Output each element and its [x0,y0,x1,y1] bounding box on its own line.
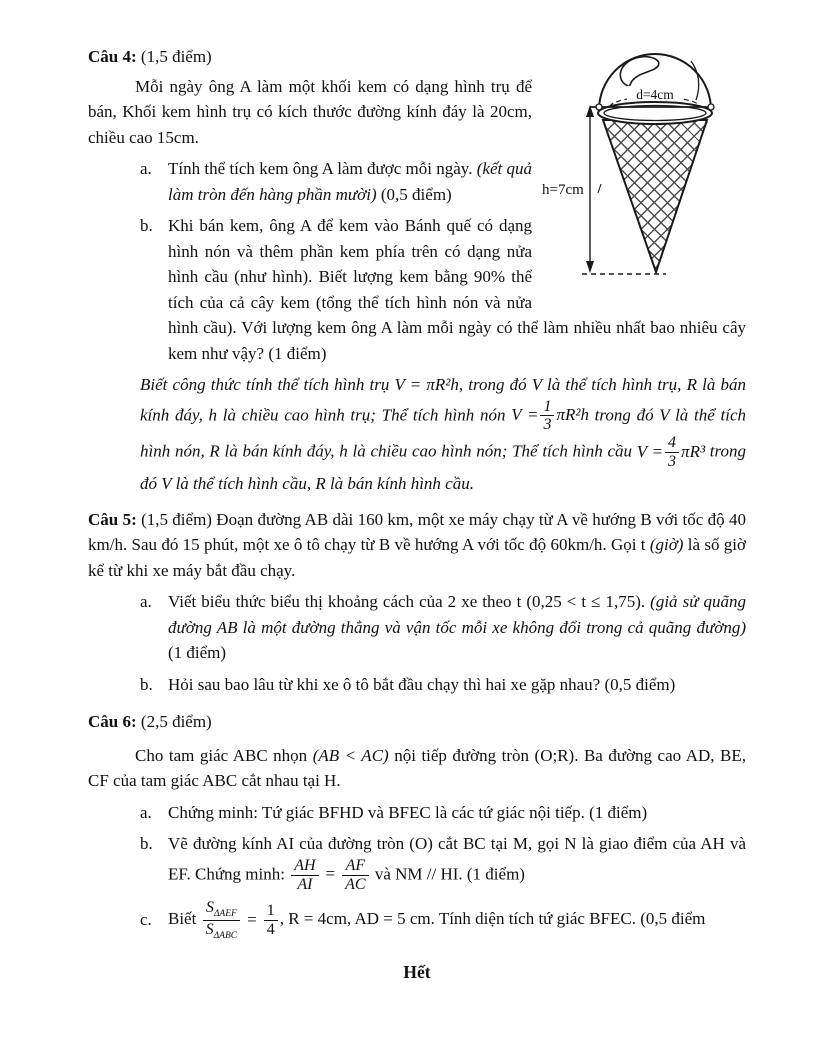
cau5-item-a-text: Viết biểu thức biểu thị khoảng cách của 2 xe theo t [168,592,527,612]
cau6-points: (2,5 điểm) [136,712,212,732]
cone-volume-formula: V = $\frac{1}{3}$ πR²h [511,397,589,434]
cau5-item-a-points: (1 điểm) [168,643,227,663]
cau6-intro-text: Cho tam giác ABC nhọn [135,745,313,765]
cau6-title: Câu 6: [88,712,137,732]
ice-cream-cone-icon [540,38,770,290]
cau6-item-b [140,831,746,893]
cau4-title: Câu 4: [88,47,137,66]
cone-outline [603,120,707,272]
height-label: h=7cm [542,182,584,198]
cau6-item-c-text2: , R = 4cm, AD = 5 cm. Tính diện tích tứ giác BFEC. (0,5 điểm [279,909,706,929]
ratio-AF-AC: $\frac{AF}{AC}$ [340,857,370,894]
cau5-intro [88,507,746,584]
one-fourth-fraction: $\frac{1}{4}$ [262,902,280,939]
item-marker: c. [140,909,152,929]
ratio-AH-AI: $\frac{AH}{AI}$ [289,857,320,894]
cau5-item-b [140,672,746,698]
item-marker: a. [140,159,152,178]
cau4-item-a-note: (kết quả làm tròn đến hàng phần mười) [168,159,532,204]
note-text: trong đó V là thể tích hình nón, R là bán kính đáy, h là chiều cao hình nón; Thể tích hình cầu [140,404,746,461]
four-thirds-fraction: $\frac{4}{3}$ [663,434,681,471]
cau6-intro-text2: nội tiếp đường tròn (O;R). Ba đường cao AD, BE, CF của tam giác ABC cắt nhau tại H. [88,745,746,791]
cau4-item-a-points: (0,5 điểm) [376,184,452,204]
cau4-intro: Mỗi ngày ông A làm một khối kem có dạng hình trụ để bán, Khối kem hình trụ có kích thước đường kính đáy là 20cm, chiều cao 15cm. [88,76,532,147]
cau6-item-c-text: Biết [168,909,201,929]
item-marker: b. [140,674,153,694]
rim-right-joint [708,104,714,110]
cau6-item-a-text: Chứng minh: Tứ giác BFHD và BFEC là các tứ giác nội tiếp. (1 điểm) [168,802,648,822]
cylinder-volume-formula: V = πR²h [394,375,459,394]
cau6-item-c [140,899,746,941]
cau5-item-a-math: (0,25 < t ≤ 1,75). [526,592,646,612]
tick-mark [598,184,601,193]
cau4-item-a-text: Tính thể tích kem ông A làm được mỗi ngày. [168,159,477,178]
area-ratio-fraction: $\frac{S_{\Delta AEF}}{S_{\Delta ABC}}$ [201,899,243,941]
subscript-ABC: ΔABC [213,931,238,942]
note-text: Biết công thức tính thể tích hình trụ [140,375,395,394]
rim-left-joint [596,104,602,110]
cau6-item-a [140,800,746,826]
subscript-AEF: ΔAEF [213,909,237,920]
item-marker: a. [140,802,152,822]
item-marker: b. [140,834,153,854]
cau4-formula-note [140,372,746,497]
end-marker: Hết [403,961,431,982]
arrowhead-down-icon [586,261,594,273]
section-cau4 [88,44,746,497]
cau6-intro-math: (AB < AC) [312,745,389,765]
cau4-item-b-text: Khi bán kem, ông A để kem vào Bánh quế có dạng hình nón và thêm phần kem phía trên có dạng nửa hình cầu (như hình). Biết lượng kem bằng 90% thể tích của cả cây kem (tổng thể tích hình nón và nửa hình cầu). Với lượng kem ông A làm mỗi ngày có thể làm nhiều nhất bao nhiêu cây kem như vậy? (1 điểm) [168,216,746,363]
cau5-intro-text2: là số giờ kể từ khi xe máy bắt đầu chạy. [88,535,746,580]
cau6-item-b-text2: và NM // HI. (1 điểm) [370,863,525,883]
item-marker: a. [140,592,152,612]
cau6-heading [88,709,746,735]
equals-sign: = [325,863,336,883]
one-third-fraction: $\frac{1}{3}$ [538,398,556,435]
section-cau5 [88,507,746,698]
sphere-volume-formula: V = $\frac{4}{3}$ πR³ [636,434,706,471]
note-text: , trong đó V là thể tích hình trụ, R là bán kính đáy, h là chiều cao hình trụ; Thể tích hình nón [140,375,746,424]
note-text: trong đó V là thể tích hình cầu, R là bán kính hình cầu. [140,441,746,494]
cau5-intro-text: (1,5 điểm) Đoạn đường AB dài 160 km, một xe máy chạy từ A về hướng B với tốc độ 40 km/h. Sau đó 15 phút, một xe ô tô chạy từ B về hướng A với tốc độ 60km/h. Gọi t [88,509,746,555]
cau5-intro-italic: (giờ) [649,535,684,555]
cau5-item-a [140,589,746,666]
cau6-item-b-text: Vẽ đường kính AI của đường tròn (O) cắt BC tại M, gọi N là giao điểm của AH và EF. Chứng minh: [168,834,746,883]
ice-cream-cone-figure [540,38,770,290]
item-marker: b. [140,216,153,235]
cau6-intro [88,743,746,794]
equals-sign: = [247,909,257,929]
cau5-title: Câu 5: [88,509,137,529]
cau5-item-a-note: (giả sử quãng đường AB là một đường thẳng và vận tốc mỗi xe không đổi trong cả quãng đường) [168,592,746,637]
cau4-points: (1,5 điểm) [136,47,212,66]
section-cau6 [88,709,746,942]
diameter-label: d=4cm [636,87,674,102]
cau5-item-b-text: Hỏi sau bao lâu từ khi xe ô tô bắt đầu chạy thì hai xe gặp nhau? (0,5 điểm) [168,674,676,694]
